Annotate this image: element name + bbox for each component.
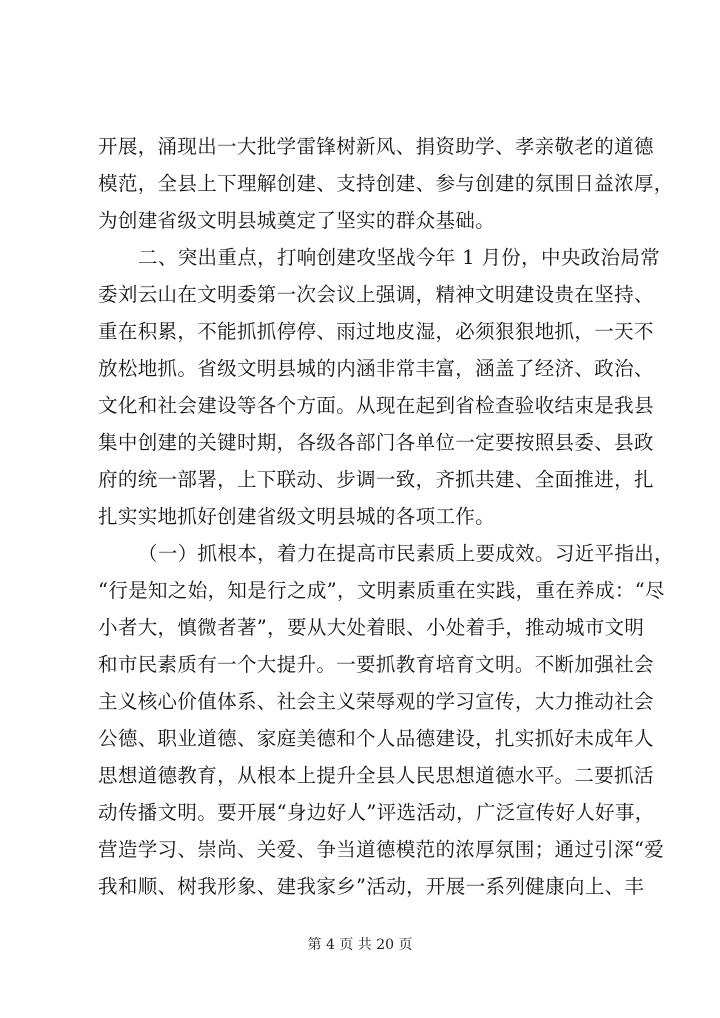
text-line: 为创建省级文明县城奠定了坚实的群众基础。 xyxy=(98,209,496,232)
text-line: 动传播文明。要开展“身边好人”评选活动，广泛宣传好人好事， xyxy=(98,801,655,824)
text-line: 委刘云山在文明委第一次会议上强调，精神文明建设贵在坚持、 xyxy=(98,283,654,306)
text-line: 放松地抓。省级文明县城的内涵非常丰富，涵盖了经济、政治、 xyxy=(98,357,654,380)
text-line: 我和顺、树我形象、建我家乡”活动，开展一系列健康向上、丰 xyxy=(98,875,645,898)
text-line: 文化和社会建设等各个方面。从现在起到省检查验收结束是我县 xyxy=(98,394,654,417)
text-line: 营造学习、崇尚、关爱、争当道德模范的浓厚氛围；通过引深“爱 xyxy=(98,838,665,861)
text-line: “行是知之始，知是行之成”，文明素质重在实践，重在养成：“尽 xyxy=(98,579,665,602)
text-line: 思想道德教育，从根本上提升全县人民思想道德水平。二要抓活 xyxy=(98,764,654,787)
text-line: 重在积累，不能抓抓停停、雨过地皮湿，必须狠狠地抓，一天不 xyxy=(98,320,654,343)
text-line: 模范，全县上下理解创建、支持创建、参与创建的氛围日益浓厚， xyxy=(98,172,674,195)
text-line: 主义核心价值体系、社会主义荣辱观的学习宣传，大力推动社会 xyxy=(98,690,654,713)
text-line: 扎实实地抓好创建省级文明县城的各项工作。 xyxy=(98,505,496,528)
text-line: 集中创建的关键时期，各级各部门各单位一定要按照县委、县政 xyxy=(98,431,654,454)
text-line: 府的统一部署，上下联动、步调一致，齐抓共建、全面推进，扎 xyxy=(98,468,654,491)
paragraph-start-line: 二、突出重点，打响创建攻坚战今年 1 月份，中央政治局常 xyxy=(138,246,661,269)
text-line: 开展，涌现出一大批学雷锋树新风、捐资助学、孝亲敬老的道德 xyxy=(98,135,654,158)
text-line: 公德、职业道德、家庭美德和个人品德建设，扎实抓好未成年人 xyxy=(98,727,654,750)
paragraph-start-line: （一）抓根本，着力在提高市民素质上要成效。习近平指出， xyxy=(138,542,674,565)
text-line: 和市民素质有一个大提升。一要抓教育培育文明。不断加强社会 xyxy=(98,653,654,676)
page-number-footer: 第 4 页 共 20 页 xyxy=(307,937,413,953)
text-line: 小者大，慎微者著”，要从大处着眼、小处着手，推动城市文明 xyxy=(98,616,645,639)
